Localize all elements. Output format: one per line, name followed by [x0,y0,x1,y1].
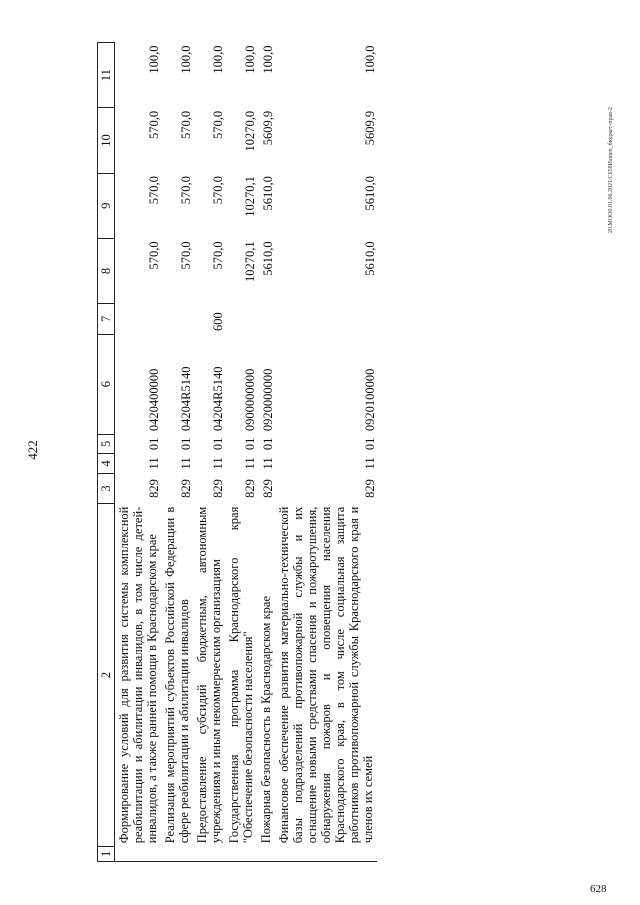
header-cell-9: 9 [98,173,115,238]
cell-subsection: 01 [211,437,225,451]
cell-expense-type [225,304,257,334]
cell-value-11: 100,0 [363,45,377,74]
cell-expense-type [257,304,275,334]
empty-cell [193,846,225,861]
header-cell-4: 4 [98,454,115,474]
row-description: Формирование условий для развития системы комплексной реабилитации и абилитации инвалидов, в том числе детей-инвалидов, а также ранней помощи в Краснодарском крае [117,506,159,844]
cell-value-8: 570,0 [179,241,193,270]
cell-section: 11 [363,457,377,470]
empty-cell [225,846,257,861]
empty-cell [257,846,275,861]
cell-value-9: 10270,1 [243,176,257,217]
cell-ministry-code: 829 [243,479,257,498]
table-row [193,43,225,862]
cell-target-article: 04204R5140 [211,366,225,432]
cell-value-8: 570,0 [147,241,161,270]
header-cell-7: 7 [98,304,115,334]
cell-value-10: 570,0 [147,110,161,139]
cell-section: 11 [179,457,193,470]
table-row [115,43,162,862]
cell-expense-type [275,304,377,334]
header-cell-10: 10 [98,108,115,173]
document-stamp: 20.MOO0.01.06.2021/C658Иsmen_бюджет-прав-2 [608,106,614,234]
cell-value-11: 100,0 [179,45,193,74]
cell-target-article: 0900000000 [243,368,257,432]
cell-value-9: 5610,0 [261,176,275,211]
rotated-table-container [97,42,597,862]
cell-ministry-code: 829 [179,479,193,498]
header-cell-1: 1 [98,846,115,861]
cell-target-article: 04204R5140 [179,366,193,432]
row-description: Предоставление субсидий бюджетным, автономным учреждениям и иным некоммерческим организациям [195,506,223,844]
cell-value-10: 570,0 [179,110,193,139]
row-description: Финансовое обеспечение развития материально-технической базы подразделений противопожарной службы и их оснащение новыми средствами спасения и пожаротушения, обнаружения пожаров и оповещения населения Краснодарского края, в том числе социальная защита работников противопожарной службы Краснодарского края и членов их семей [277,506,375,844]
cell-value-8: 570,0 [211,241,225,270]
cell-ministry-code: 829 [363,479,377,498]
cell-ministry-code: 829 [147,479,161,498]
empty-cell [161,846,193,861]
cell-expense-type [115,304,162,334]
cell-value-9: 570,0 [179,176,193,205]
cell-value-9: 5610,0 [363,176,377,211]
header-cell-2: 2 [98,504,115,847]
cell-ministry-code: 829 [211,479,225,498]
row-description: Государственная программа Краснодарского края "Обеспечение безопасности населения" [227,506,255,844]
header-cell-5: 5 [98,434,115,454]
cell-value-8: 10270,1 [243,241,257,282]
cell-value-10: 10270,0 [243,110,257,152]
table-row [257,43,275,862]
empty-cell [115,846,162,861]
header-cell-8: 8 [98,238,115,303]
cell-value-10: 5609,9 [261,110,275,146]
cell-value-11: 100,0 [211,45,225,74]
cell-target-article: 0920100000 [363,368,377,432]
header-cell-6: 6 [98,334,115,434]
cell-value-11: 100,0 [261,45,275,74]
cell-value-10: 570,0 [211,110,225,139]
table-row [225,43,257,862]
table-row [275,43,377,862]
budget-table [97,42,377,862]
cell-subsection: 01 [363,437,377,451]
cell-value-9: 570,0 [211,176,225,205]
sheet-number: 628 [590,883,607,895]
cell-value-9: 570,0 [147,176,161,205]
cell-value-8: 5610,0 [261,241,275,276]
cell-value-8: 5610,0 [363,241,377,276]
cell-section: 11 [147,457,161,470]
cell-target-article: 0420400000 [147,368,161,432]
cell-subsection: 01 [147,437,161,451]
empty-cell [275,846,377,861]
header-cell-11: 11 [98,43,115,108]
cell-section: 11 [243,457,257,470]
cell-expense-type [161,304,193,334]
table-row [161,43,193,862]
cell-section: 11 [211,457,225,470]
cell-value-11: 100,0 [243,45,257,74]
cell-subsection: 01 [179,437,193,451]
header-cell-3: 3 [98,473,115,503]
cell-subsection: 01 [243,437,257,451]
cell-section: 11 [261,457,275,470]
cell-value-11: 100,0 [147,45,161,74]
page-number: 422 [25,440,40,460]
cell-ministry-code: 829 [261,479,275,498]
cell-target-article: 0920000000 [261,368,275,432]
row-description: Реализация мероприятий субъектов Российской Федерации в сфере реабилитации и абилитации инвалидов [163,506,191,844]
cell-value-10: 5609,9 [363,110,377,146]
cell-expense-type: 600 [211,312,225,332]
cell-subsection: 01 [261,437,275,451]
table-header-row [98,43,115,862]
row-description: Пожарная безопасность в Краснодарском крае [259,595,273,844]
